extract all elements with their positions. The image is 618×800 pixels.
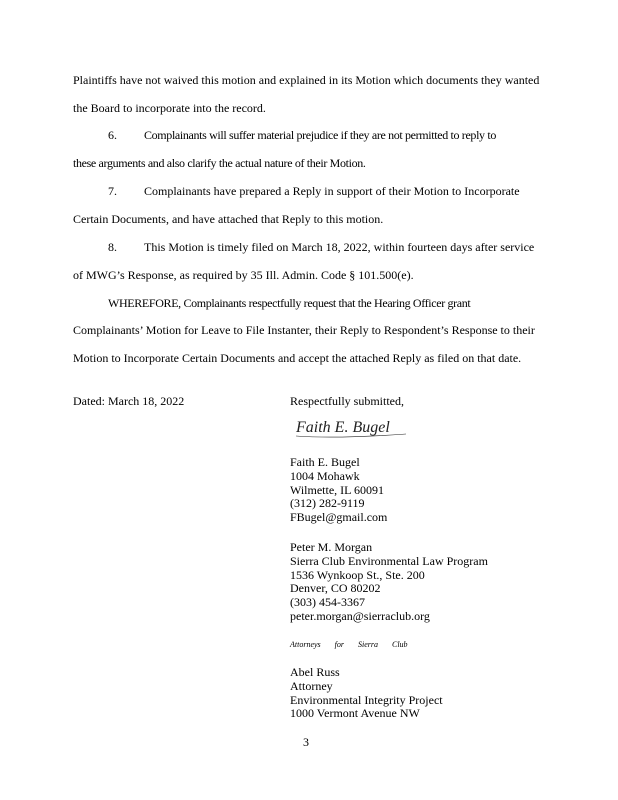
text-line: This Motion is timely filed on March 18, 2022, within fourteen days after service — [144, 240, 535, 254]
address-street: 1004 Mohawk — [290, 468, 360, 483]
text-line: of MWG’s Response, as required by 35 Ill. Admin. Code § 101.500(e). — [73, 268, 414, 282]
organization: Sierra Club Environmental Law Program — [290, 553, 488, 568]
text-line: these arguments and also clarify the actual nature of their Motion. — [73, 156, 366, 170]
attorney-title: Attorney — [290, 678, 333, 693]
paragraph-number: 8. — [108, 240, 117, 254]
signature-block-morgan — [290, 541, 488, 624]
address-street: 1536 Wynkoop St., Ste. 200 — [290, 567, 425, 582]
page-number: 3 — [303, 735, 309, 749]
phone: (303) 454-3367 — [290, 595, 365, 610]
email: FBugel@gmail.com — [290, 510, 388, 525]
paragraph-number: 6. — [108, 128, 117, 142]
address-city: Denver, CO 80202 — [290, 581, 381, 596]
text-line: the Board to incorporate into the record. — [73, 101, 266, 115]
attorneys-for-line: Attorneys for Sierra Club — [290, 640, 408, 649]
text-line: Certain Documents, and have attached that Reply to this motion. — [73, 212, 384, 226]
attorney-name: Peter M. Morgan — [290, 540, 373, 554]
attorney-name: Abel Russ — [290, 665, 340, 679]
signature-text: Faith E. Bugel — [296, 419, 390, 436]
phone: (312) 282-9119 — [290, 496, 365, 511]
signature-block-bugel — [290, 456, 387, 525]
text-line: Complainants will suffer material prejudice if they are not permitted to reply to — [144, 128, 496, 142]
attorney-name: Faith E. Bugel — [290, 455, 360, 469]
dated-line: Dated: March 18, 2022 — [73, 394, 185, 408]
signature — [294, 412, 412, 440]
paragraph-number: 7. — [108, 184, 117, 198]
email: peter.morgan@sierraclub.org — [290, 608, 430, 623]
closing-line: Respectfully submitted, — [290, 394, 404, 408]
address-street: 1000 Vermont Avenue NW — [290, 706, 420, 721]
text-line: WHEREFORE, Complainants respectfully request that the Hearing Officer grant — [108, 296, 471, 310]
organization: Environmental Integrity Project — [290, 692, 443, 707]
text-line: Complainants’ Motion for Leave to File Instanter, their Reply to Respondent’s Response to their — [73, 323, 535, 337]
address-city: Wilmette, IL 60091 — [290, 482, 385, 497]
text-line: Plaintiffs have not waived this motion and explained in its Motion which documents they wanted — [73, 73, 540, 87]
signature-block-russ — [290, 666, 443, 721]
text-line: Motion to Incorporate Certain Documents and accept the attached Reply as filed on that date. — [73, 351, 522, 365]
text-line: Complainants have prepared a Reply in support of their Motion to Incorporate — [144, 184, 520, 198]
